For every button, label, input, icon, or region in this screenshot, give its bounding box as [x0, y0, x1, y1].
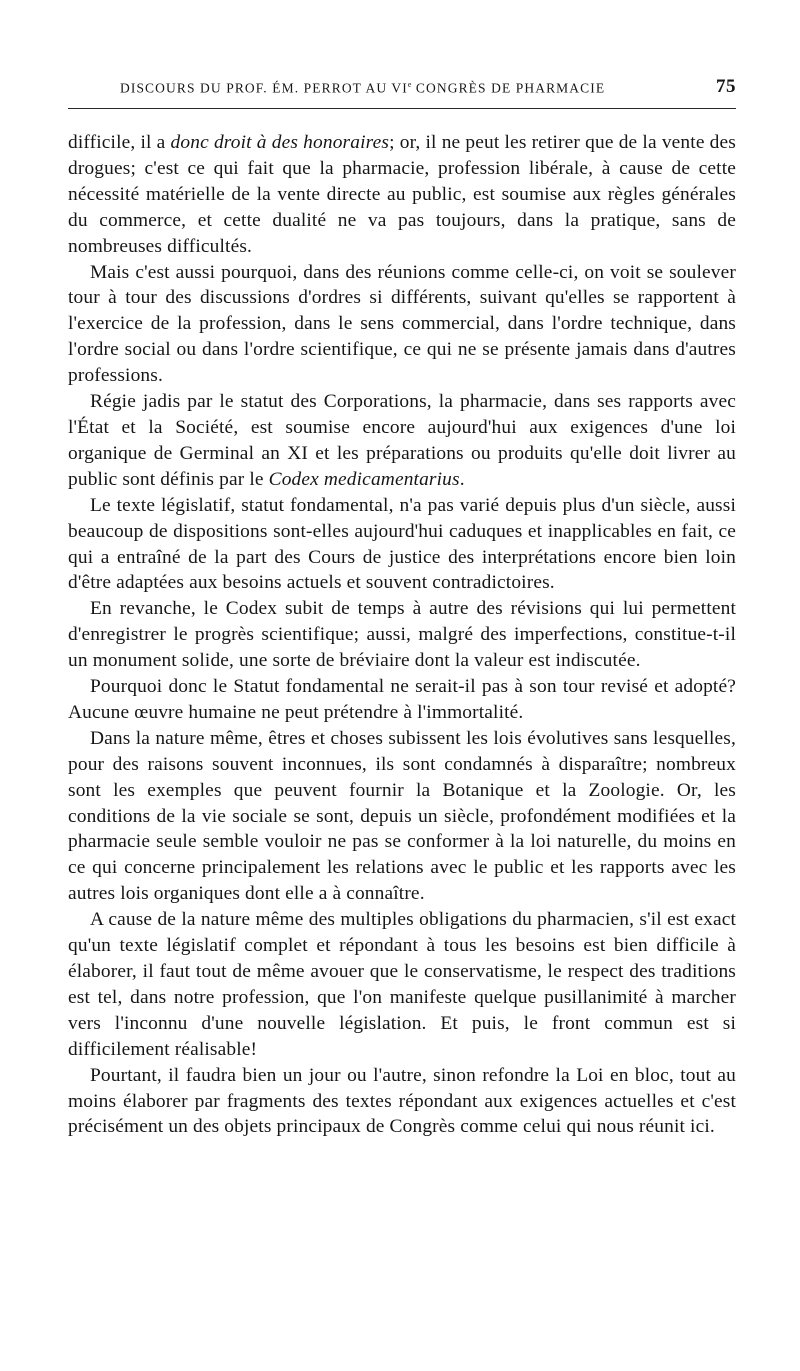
- paragraph-4: Le texte législatif, statut fondamental, n'a pas varié depuis plus d'un siècle, aussi beaucoup de dispositions sont-elles aujourd'hui caduques et inapplicables en fait, ce qui a entraîné de la part des Cours de justice des interprétations encore bien loin d'être adaptées aux besoins actuels et souvent contradictoires.: [68, 494, 736, 594]
- paragraph-7: Dans la nature même, êtres et choses subissent les lois évolutives sans lesquelles, pour des raisons souvent inconnues, ils sont condamnés à disparaître; nombreux sont les exemples que peuvent fournir la Botanique et la Zoologie. Or, les conditions de la vie sociale se sont, depuis un siècle, profondément modifiées et la pharmacie seule semble vouloir ne pas se conformer à la loi naturelle, du moins en ce qui concerne principalement les relations avec le public et les rapports avec les autres lois organiques dont elle a à connaître.: [68, 727, 736, 905]
- paragraph-5: En revanche, le Codex subit de temps à autre des révisions qui lui permettent d'enregistrer le progrès scientifique; aussi, malgré des imperfections, constitue-t-il un monument solide, une sorte de bréviaire dont la valeur est indiscutée.: [68, 598, 736, 672]
- paragraph-6: Pourquoi donc le Statut fondamental ne serait-il pas à son tour revisé et adopté? Aucune œuvre humaine ne peut prétendre à l'immortalité.: [68, 676, 736, 723]
- book-page: [68, 0, 736, 1140]
- paragraph-3: [68, 389, 736, 493]
- paragraph-1: [68, 130, 736, 260]
- paragraph-1-part-a: difficile, il a: [68, 132, 171, 153]
- running-title-start: DISCOURS DU PROF. ÉM. PERROT AU VI: [120, 80, 408, 95]
- running-title-superscript: e: [407, 79, 412, 89]
- paragraph-3-part-a: Régie jadis par le statut des Corporations, la pharmacie, dans ses rapports avec l'État et la Société, est soumise encore aujourd'hui aux exigences d'une loi organique de Germinal an XI et les préparations ou produits qu'elle doit livrer au public sont définis par le: [68, 391, 736, 490]
- paragraph-1-italic: donc droit à des honoraires: [170, 132, 390, 153]
- page-number: 75: [716, 76, 736, 97]
- header-rule: [68, 108, 736, 109]
- running-title-end: CONGRÈS DE PHARMACIE: [411, 80, 606, 95]
- paragraph-8: A cause de la nature même des multiples obligations du pharmacien, s'il est exact qu'un texte législatif complet et répondant à tous les besoins est bien difficile à élaborer, il faut tout de même avouer que le conservatisme, le respect des traditions est tel, dans notre profession, que l'on manifeste quelque pusillanimité à marcher vers l'inconnu d'une nouvelle législation. Et puis, le front commun est si difficilement réalisable!: [68, 909, 736, 1060]
- running-title: [120, 80, 605, 97]
- paragraph-1-part-b: ; or, il ne peut les retirer que de la vente des drogues; c'est ce qui fait que la pharmacie, profession libérale, à cause de cette nécessité matérielle de la vente directe au public, est soumise aux règles générales du commerce, et cette dualité ne va pas toujours, dans la pratique, sans de nombreuses difficultés.: [68, 132, 736, 257]
- paragraph-3-italic: Codex medicamentarius: [268, 468, 460, 490]
- paragraph-9: Pourtant, il faudra bien un jour ou l'autre, sinon refondre la Loi en bloc, tout au moins élaborer par fragments des textes répondant aux exigences actuelles et c'est précisément un des objets principaux de Congrès comme celui qui nous réunit ici.: [68, 1064, 736, 1138]
- paragraph-3-part-b: .: [459, 468, 465, 490]
- running-header: [68, 76, 736, 106]
- body-text: [68, 130, 736, 1140]
- paragraph-2: Mais c'est aussi pourquoi, dans des réunions comme celle-ci, on voit se soulever tour à tour des discussions d'ordres si différents, suivant qu'elles se rapportent à l'exercice de la profession, dans le sens commercial, dans l'ordre technique, dans l'ordre social ou dans l'ordre scientifique, ce qui ne se présente jamais dans d'autres professions.: [68, 261, 736, 387]
